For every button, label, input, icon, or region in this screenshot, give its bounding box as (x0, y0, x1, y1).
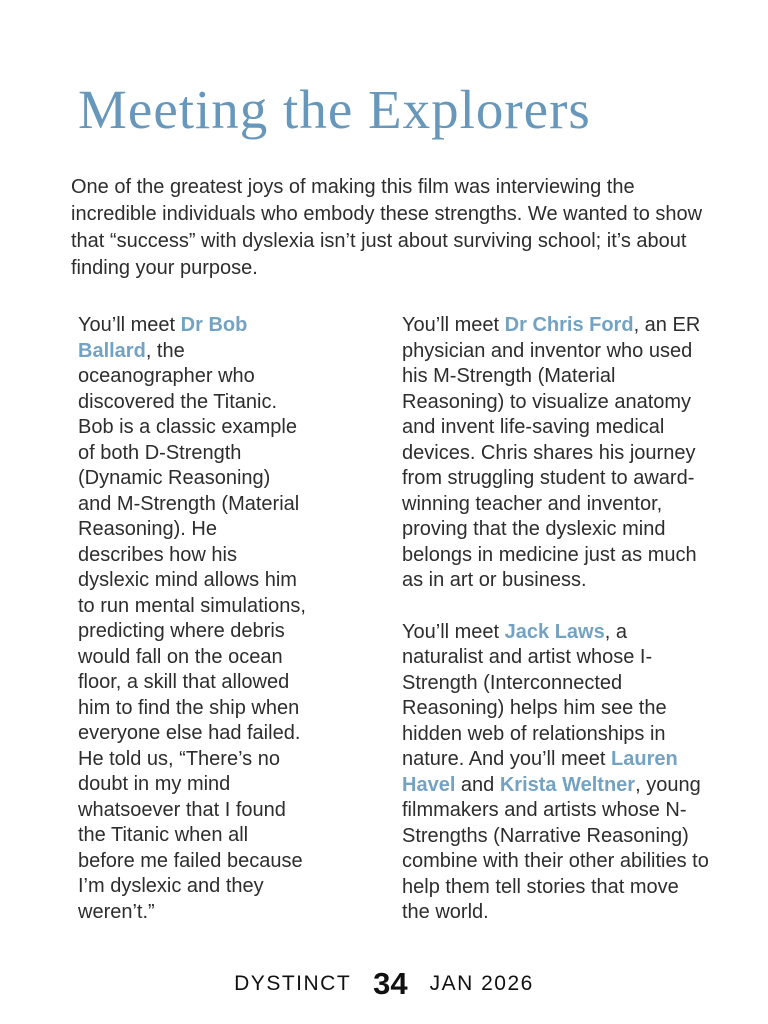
body-text: , young filmmakers and artists whose N-Strengths (Narrative Reasoning) combine with their other abilities to help them tell stories that move the world. (402, 773, 709, 923)
person-name: Dr Bob Ballard (78, 314, 248, 362)
body-paragraph (402, 620, 712, 926)
body-text: You’ll meet (78, 314, 181, 336)
intro-paragraph: One of the greatest joys of making this film was interviewing the incredible individuals who embody these strengths. We wanted to show that “success” with dyslexia isn’t just about surviving school; it’s about finding your purpose. (71, 176, 703, 279)
left-column (78, 313, 306, 925)
body-text: You’ll meet (402, 314, 505, 336)
right-column (402, 313, 712, 926)
body-text: , the oceanographer who discovered the Titanic. Bob is a classic example of both D-Strength (Dynamic Reasoning) and M-Strength (Material Reasoning). He describes how his dyslexic mind allows him to run mental simulations, predicting where debris would fall on the ocean floor, a skill that allowed him to find the ship when everyone else had failed. He told us, “There’s no doubt in my mind whatsoever that I found the Titanic when all before me failed because I’m dyslexic and they weren’t.” (78, 339, 306, 923)
person-name: Lauren Havel (402, 748, 678, 796)
two-column-layout (78, 313, 712, 926)
body-text: , a naturalist and artist whose I-Strength (Interconnected Reasoning) helps him see the hidden web of relationships in nature. And you’ll meet (402, 620, 667, 770)
page-number: 34 (373, 966, 408, 1001)
body-paragraph (402, 313, 712, 594)
person-name: Krista Weltner (499, 773, 636, 796)
magazine-name: DYSTINCT (234, 972, 352, 995)
body-text: You’ll meet (402, 620, 505, 643)
page-title: Meeting the Explorers (78, 79, 591, 140)
body-paragraph (78, 313, 306, 925)
page-footer (0, 966, 768, 1002)
person-name: Jack Laws (504, 620, 605, 643)
body-text: , an ER physician and inventor who used his M-Strength (Material Reasoning) to visualize anatomy and invent life-saving medical devices. Chris shares his journey from struggling student to award-winning teacher and inventor, proving that the dyslexic mind belongs in medicine just as much as in art or business. (402, 314, 701, 591)
issue-date: JAN 2026 (429, 972, 534, 995)
body-text: and (455, 773, 500, 796)
person-name: Dr Chris Ford (504, 314, 634, 336)
